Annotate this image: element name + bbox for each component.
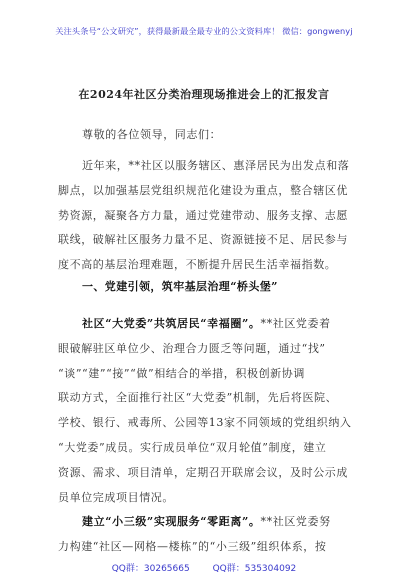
paragraph-big-party-committee (58, 312, 358, 510)
paragraph-line: 联线，破解社区服务力量不足、资源链接不足、居民参与 (58, 233, 348, 247)
paragraph-line: 眼破解驻区单位少、治理合力匮乏等问题，通过“找” (58, 341, 326, 355)
paragraph-line: 联动方式，全面推行社区“大党委”机制，先后将医院、 (58, 391, 338, 405)
paragraph-line: 势资源，凝聚各方力量，通过党建带动、服务支撑、志愿 (58, 208, 348, 222)
paragraph-lead-bold: 社区“大党委”共筑居民“幸福圈”。 (82, 317, 261, 330)
qq-group-1: QQ群：30265665 (111, 564, 190, 574)
paragraph-line: 学校、银行、戒毒所、公园等13家不同领域的党组织纳入 (58, 416, 352, 430)
paragraph-line: 资源、需求、项目清单，定期召开联席会议，及时公示成 (58, 465, 348, 479)
paragraph-line: 近年来，**社区以服务辖区、惠泽居民为出发点和落 (82, 159, 350, 172)
footer-contact (0, 561, 408, 574)
paragraph-small-three-levels (58, 510, 358, 560)
paragraph-line: “谈”“建”“接”“做”相结合的举措，积极创新协调 (58, 366, 305, 380)
paragraph-lead-rest: **社区党委着 (260, 317, 331, 330)
paragraph-line: 度不高的基层治理难题，不断提升居民生活幸福指数。 (58, 258, 337, 272)
paragraph-line (58, 510, 358, 535)
paragraph-line (58, 312, 358, 337)
document-title: 在2024年社区分类治理现场推进会上的汇报发言 (78, 88, 330, 101)
paragraph-line: 脚点，以加强基层党组织规范化建设为重点，整合辖区优 (58, 183, 348, 197)
paragraph-line: 员单位完成项目情况。 (58, 490, 174, 504)
section-heading-1: 一、党建引领，筑牢基层治理“桥头堡” (82, 280, 278, 293)
salutation: 尊敬的各位领导，同志们： (82, 128, 222, 141)
paragraph-intro (58, 154, 358, 278)
paragraph-lead-bold: 建立“小三级”实现服务“零距离”。 (82, 515, 261, 528)
top-promo-banner: 关注头条号“公文研究”，获得最新最全最专业的公文资料库！ 微信：gongwenyj (55, 26, 353, 36)
paragraph-lead-rest: **社区党委努 (260, 515, 331, 528)
paragraph-line: “大党委”成员。实行成员单位“双月轮值”制度，建立 (58, 440, 327, 454)
qq-group-2: QQ群：535304092 (212, 564, 297, 574)
paragraph-line: 力构建“社区—网格—楼栋”的“小三级”组织体系，按 (58, 539, 327, 553)
